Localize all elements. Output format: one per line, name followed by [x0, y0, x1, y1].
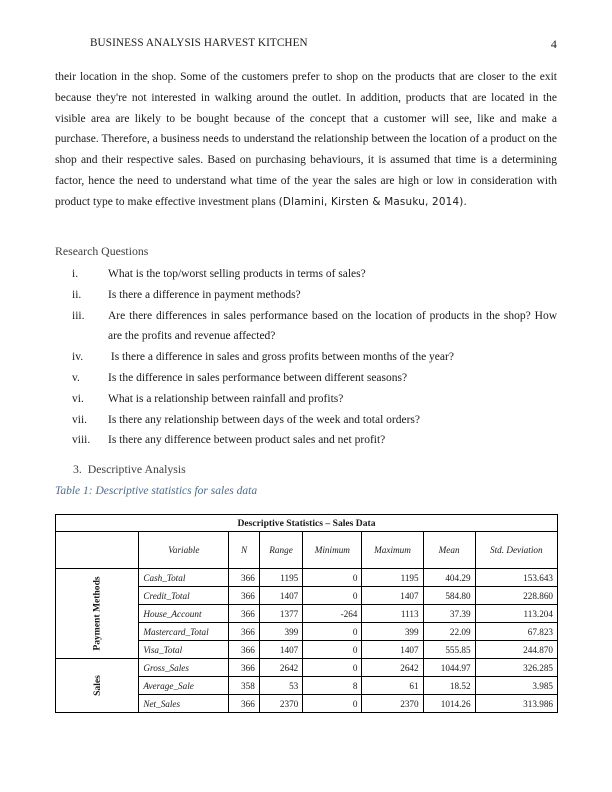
value-cell: 2642: [259, 659, 302, 677]
citation: (Dlamini, Kirsten & Masuku, 2014).: [278, 195, 468, 208]
list-item-number: iii.: [72, 309, 85, 322]
column-header: Minimum: [303, 532, 362, 569]
descriptive-statistics-table: [55, 514, 558, 713]
value-cell: 366: [229, 587, 259, 605]
value-cell: 3.985: [475, 677, 557, 695]
value-cell: 0: [303, 623, 362, 641]
value-cell: 1407: [259, 587, 302, 605]
row-group-label: [56, 569, 139, 659]
value-cell: 8: [303, 677, 362, 695]
list-item-text: Is there any difference between product sales and net profit?: [108, 434, 386, 447]
value-cell: 0: [303, 641, 362, 659]
table-caption: Table 1: Descriptive statistics for sales data: [55, 485, 258, 497]
page-header: [90, 37, 557, 51]
variable-cell: Credit_Total: [139, 587, 229, 605]
column-header: Range: [259, 532, 302, 569]
value-cell: 244.870: [475, 641, 557, 659]
list-item-text: What is the top/worst selling products in terms of sales?: [108, 268, 366, 280]
value-cell: 366: [229, 605, 259, 623]
value-cell: 1113: [362, 605, 423, 623]
table-row: [56, 659, 558, 677]
value-cell: 1014.26: [423, 695, 475, 713]
value-cell: 404.29: [423, 569, 475, 587]
variable-cell: House_Account: [139, 605, 229, 623]
value-cell: 37.39: [423, 605, 475, 623]
value-cell: 153.643: [475, 569, 557, 587]
value-cell: 1195: [259, 569, 302, 587]
list-item: [55, 264, 557, 285]
list-item-number: vii.: [72, 413, 88, 426]
page-number: 4: [550, 37, 557, 51]
value-cell: 53: [259, 677, 302, 695]
list-item-number: v.: [72, 371, 80, 384]
value-cell: 0: [303, 569, 362, 587]
variable-cell: Visa_Total: [139, 641, 229, 659]
group-header-cell: [56, 532, 139, 569]
research-questions-list: [55, 264, 557, 451]
paragraph-text: their location in the shop. Some of the customers prefer to shop on the products that are closer to the exit because they're not interested in walking around the outlet. In addition, products that are located in the visible area are likely to be bought because of the concept that a customer will see, like and make a purchase. Therefore, a business needs to understand the relationship between the location of a product on the shop and their respective sales. Based on purchasing behaviours, it is assumed that time is a determining factor, hence the need to understand what time of the year the sales are high or low in consideration with product type to make effective investment plans: [55, 71, 557, 208]
value-cell: 61: [362, 677, 423, 695]
row-group-label-text: Sales: [91, 675, 103, 696]
section-title: Descriptive Analysis: [87, 462, 186, 476]
table-title-row: [56, 515, 558, 532]
variable-cell: Gross_Sales: [139, 659, 229, 677]
table-body: [56, 569, 558, 713]
value-cell: 228.860: [475, 587, 557, 605]
list-item-number: iv.: [72, 351, 84, 364]
column-header: Std. Deviation: [475, 532, 557, 569]
table-row: [56, 569, 558, 587]
value-cell: 366: [229, 695, 259, 713]
value-cell: 366: [229, 623, 259, 641]
value-cell: 1407: [362, 587, 423, 605]
list-item-number: i.: [72, 268, 79, 280]
research-questions-heading: Research Questions: [55, 244, 149, 258]
list-item: [55, 306, 557, 348]
value-cell: 1377: [259, 605, 302, 623]
variable-cell: Average_Sale: [139, 677, 229, 695]
running-title: BUSINESS ANALYSIS HARVEST KITCHEN: [90, 37, 308, 49]
value-cell: 1195: [362, 569, 423, 587]
value-cell: 1407: [259, 641, 302, 659]
list-item: [55, 368, 557, 389]
value-cell: 358: [229, 677, 259, 695]
row-group-label-text: Payment Methods: [91, 576, 103, 651]
list-item-text: What is a relationship between rainfall and profits?: [108, 392, 344, 405]
value-cell: 2370: [362, 695, 423, 713]
section-number: 3.: [73, 462, 82, 476]
column-header: Mean: [423, 532, 475, 569]
column-header: Variable: [139, 532, 229, 569]
value-cell: 555.85: [423, 641, 475, 659]
variable-cell: Mastercard_Total: [139, 623, 229, 641]
list-item-text: Is there any relationship between days of the week and total orders?: [108, 413, 420, 426]
list-item-number: vi.: [72, 392, 84, 405]
value-cell: 366: [229, 569, 259, 587]
value-cell: 0: [303, 587, 362, 605]
value-cell: 113.204: [475, 605, 557, 623]
list-item-text: Are there differences in sales performance based on the location of products in the shop? How are the profits and revenue affected?: [108, 309, 557, 343]
list-item-number: viii.: [72, 434, 91, 447]
value-cell: 313.986: [475, 695, 557, 713]
list-item-text: Is the difference in sales performance between different seasons?: [108, 371, 408, 384]
value-cell: 18.52: [423, 677, 475, 695]
value-cell: 0: [303, 659, 362, 677]
variable-cell: Cash_Total: [139, 569, 229, 587]
table-title: Descriptive Statistics – Sales Data: [56, 515, 558, 532]
value-cell: -264: [303, 605, 362, 623]
value-cell: 366: [229, 641, 259, 659]
section-heading: [73, 462, 186, 477]
body-paragraph: [55, 67, 557, 213]
row-group-label: [56, 659, 139, 713]
list-item: [55, 347, 557, 368]
table-header-row: [56, 532, 558, 569]
value-cell: 366: [229, 659, 259, 677]
list-item: [55, 285, 557, 306]
value-cell: 399: [259, 623, 302, 641]
value-cell: 326.285: [475, 659, 557, 677]
column-header: Maximum: [362, 532, 423, 569]
list-item-number: ii.: [72, 288, 82, 301]
column-header: N: [229, 532, 259, 569]
list-item-text: Is there a difference in payment methods?: [108, 288, 301, 301]
value-cell: 67.823: [475, 623, 557, 641]
variable-cell: Net_Sales: [139, 695, 229, 713]
value-cell: 399: [362, 623, 423, 641]
list-item: [55, 389, 557, 410]
value-cell: 584.80: [423, 587, 475, 605]
value-cell: 1407: [362, 641, 423, 659]
list-item-text: Is there a difference in sales and gross profits between months of the year?: [108, 351, 454, 364]
value-cell: 2642: [362, 659, 423, 677]
list-item: [55, 410, 557, 431]
value-cell: 0: [303, 695, 362, 713]
value-cell: 1044.97: [423, 659, 475, 677]
value-cell: 22.09: [423, 623, 475, 641]
value-cell: 2370: [259, 695, 302, 713]
list-item: [55, 430, 557, 451]
